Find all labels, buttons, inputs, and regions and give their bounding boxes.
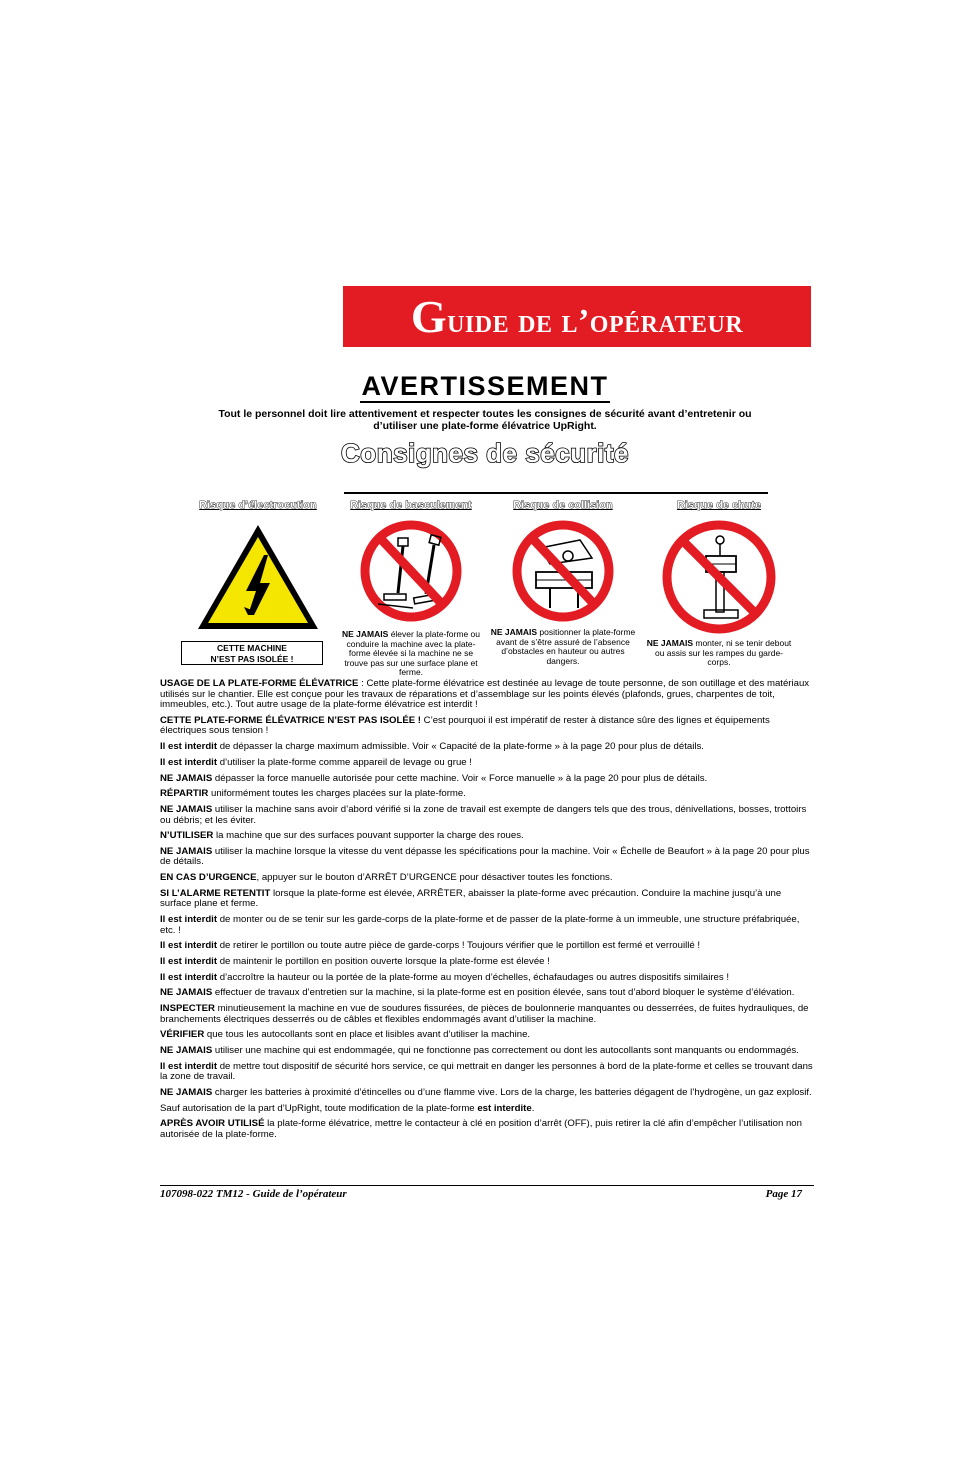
rule-paragraph: RÉPARTIR uniformément toutes les charges placées sur la plate-forme. [160, 788, 466, 800]
rule-paragraph: Il est interdit de maintenir le portillon en position ouverte lorsque la plate-forme est élevée ! [160, 956, 550, 968]
guide-title-banner [343, 286, 811, 347]
electrocution-warning-icon [194, 521, 322, 633]
rule-paragraph: Il est interdit de mettre tout dispositif de sécurité hors service, ce qui mettrait en danger les personnes à bord de la plate-forme et celles se trouvant dans la zone de travail. [160, 1060, 813, 1083]
safety-title: Consignes de sécurité [341, 438, 629, 468]
hazard-title: Risque d’électrocution [199, 499, 317, 511]
rule-paragraph: Il est interdit de monter ou de se tenir sur les garde-corps de la plate-forme et de passer de la plate-forme à un immeuble, une structure préfabriquée, etc. ! [160, 914, 800, 936]
footer-divider [160, 1185, 814, 1186]
rule-paragraph: NE JAMAIS dépasser la force manuelle autorisée pour cette machine. Voir « Force manuelle » à la page 20 pour plus de détails. [160, 772, 708, 784]
hazard-electrocution [183, 499, 333, 633]
hazard-caption: NE JAMAIS monter, ni se tenir debout ou assis sur les rampes du garde-corps. [646, 638, 792, 667]
tip-over-prohibited-icon [358, 518, 464, 624]
footer-document-id: 107098-022 TM12 - Guide de l’opérateur [160, 1188, 347, 1200]
footer-page-number: Page 17 [765, 1188, 802, 1200]
rule-paragraph: Il est interdit de retirer le portillon ou toute autre pièce de garde-corps ! Toujours vérifier que le portillon est fermé et verrouillé ! [160, 940, 701, 952]
banner-title-rest: uide de l’opérateur [447, 303, 744, 340]
hazard-title: Risque de basculement [350, 499, 472, 511]
rule-paragraph: EN CAS D’URGENCE, appuyer sur le bouton d’ARRÊT D’URGENCE pour désactiver toutes les fonctions. [160, 872, 613, 884]
collision-prohibited-icon [510, 518, 616, 624]
rule-paragraph: USAGE DE LA PLATE-FORME ÉLÉVATRICE : Cette plate-forme élévatrice est destinée au levage de toute personne, de son outillage et des matériaux utilisés sur le chantier. Elle est conçue pour les travaux de réparations et d’assemblage sur les points élevés (plafonds, grues, charpentes de toit, immeubles, etc.). Tout autre usage de la plate-forme élévatrice est interdit ! [160, 678, 810, 711]
warning-heading: AVERTISSEMENT [361, 371, 609, 401]
hazard-caption: NE JAMAIS élever la plate-forme ou conduire la machine avec la plate-forme élevée si la machine ne se trouve pas sur une surface plane et ferme. [342, 629, 480, 677]
rule-paragraph: NE JAMAIS utiliser une machine qui est endommagée, qui ne fonctionne pas correctement ou dont les autocollants sont manquants ou endommagés. [160, 1045, 799, 1057]
rule-paragraph: Il est interdit de dépasser la charge maximum admissible. Voir « Capacité de la plate-forme » à la page 20 pour plus de détails. [160, 741, 704, 753]
safety-rules [160, 679, 814, 1146]
rule-paragraph: CETTE PLATE-FORME ÉLÉVATRICE N’EST PAS ISOLÉE ! C’est pourquoi il est impératif de rester à distance sûre des lignes et équipements électriques sous tension ! [160, 714, 770, 737]
rule-paragraph: INSPECTER minutieusement la machine en vue de soudures fissurées, de pièces de boulonnerie manquantes ou desserrées, de fuites hydrauliques, de branchements électriques desserrés ou de câbles et flexibles endommagés avant d’utiliser la machine. [160, 1003, 809, 1025]
hazard-title: Risque de chute [676, 499, 762, 511]
hazard-caption: NE JAMAIS positionner la plate-forme avant de s’être assuré de l’absence d’obstacles en hauteur ou autres dangers. [490, 627, 636, 666]
rule-paragraph: NE JAMAIS utiliser la machine sans avoir d’abord vérifié si la zone de travail est exempte de dangers tels que des trous, dénivellations, bosses, trottoirs ou débris; et les éviter. [160, 803, 807, 826]
rule-paragraph: Il est interdit d’utiliser la plate-forme comme appareil de levage ou grue ! [160, 756, 472, 768]
banner-first-letter: G [410, 291, 448, 342]
rule-paragraph: NE JAMAIS utiliser la machine lorsque la vitesse du vent dépasse les spécifications pour la machine. Voir « Échelle de Beaufort » à la page 20 pour plus de détails. [160, 845, 810, 868]
rule-paragraph: NE JAMAIS effectuer de travaux d’entretien sur la machine, si la plate-forme est en position élevée, sans tout d’abord bloquer le système d’élévation. [160, 987, 795, 999]
hazard-title: Risque de collision [513, 499, 613, 511]
hazard-tip-over [336, 499, 486, 678]
rule-paragraph: VÉRIFIER que tous les autocollants sont en place et lisibles avant d’utiliser la machine. [160, 1029, 531, 1041]
warning-text: Tout le personnel doit lire attentivement et respecter toutes les consignes de sécurité avant d’entretenir ou d’utiliser une plate-forme élévatrice UpRight. [218, 408, 752, 432]
not-insulated-label: CETTE MACHINE N’EST PAS ISOLÉE ! [181, 641, 323, 665]
hazard-collision [488, 499, 638, 666]
hazard-fall [644, 499, 794, 668]
rule-paragraph: Il est interdit d’accroître la hauteur ou la portée de la plate-forme au moyen d’échelles, échafaudages ou autres dispositifs similaires ! [160, 971, 729, 983]
rule-paragraph: SI L’ALARME RETENTIT lorsque la plate-forme est élevée, ARRÊTER, abaisser la plate-forme avec précaution. Conduire la machine jusqu’à une surface plane et ferme. [160, 887, 782, 910]
rule-paragraph: APRÈS AVOIR UTILISÉ la plate-forme élévatrice, mettre le contacteur à clé en position d’arrêt (OFF), puis retirer la clé afin d’empêcher l’utilisation non autorisée de la plate-forme. [160, 1118, 802, 1141]
rule-paragraph: NE JAMAIS charger les batteries à proximité d’étincelles ou d’une flamme vive. Lors de la charge, les batteries dégagent de l’hydrogène, un gaz explosif. [160, 1087, 812, 1099]
section-divider [344, 492, 768, 494]
rule-paragraph: Sauf autorisation de la part d’UpRight, toute modification de la plate-forme est interdite. [160, 1102, 535, 1114]
fall-prohibited-icon [658, 518, 780, 636]
rule-paragraph: N’UTILISER la machine que sur des surfaces pouvant supporter la charge des roues. [160, 830, 524, 842]
